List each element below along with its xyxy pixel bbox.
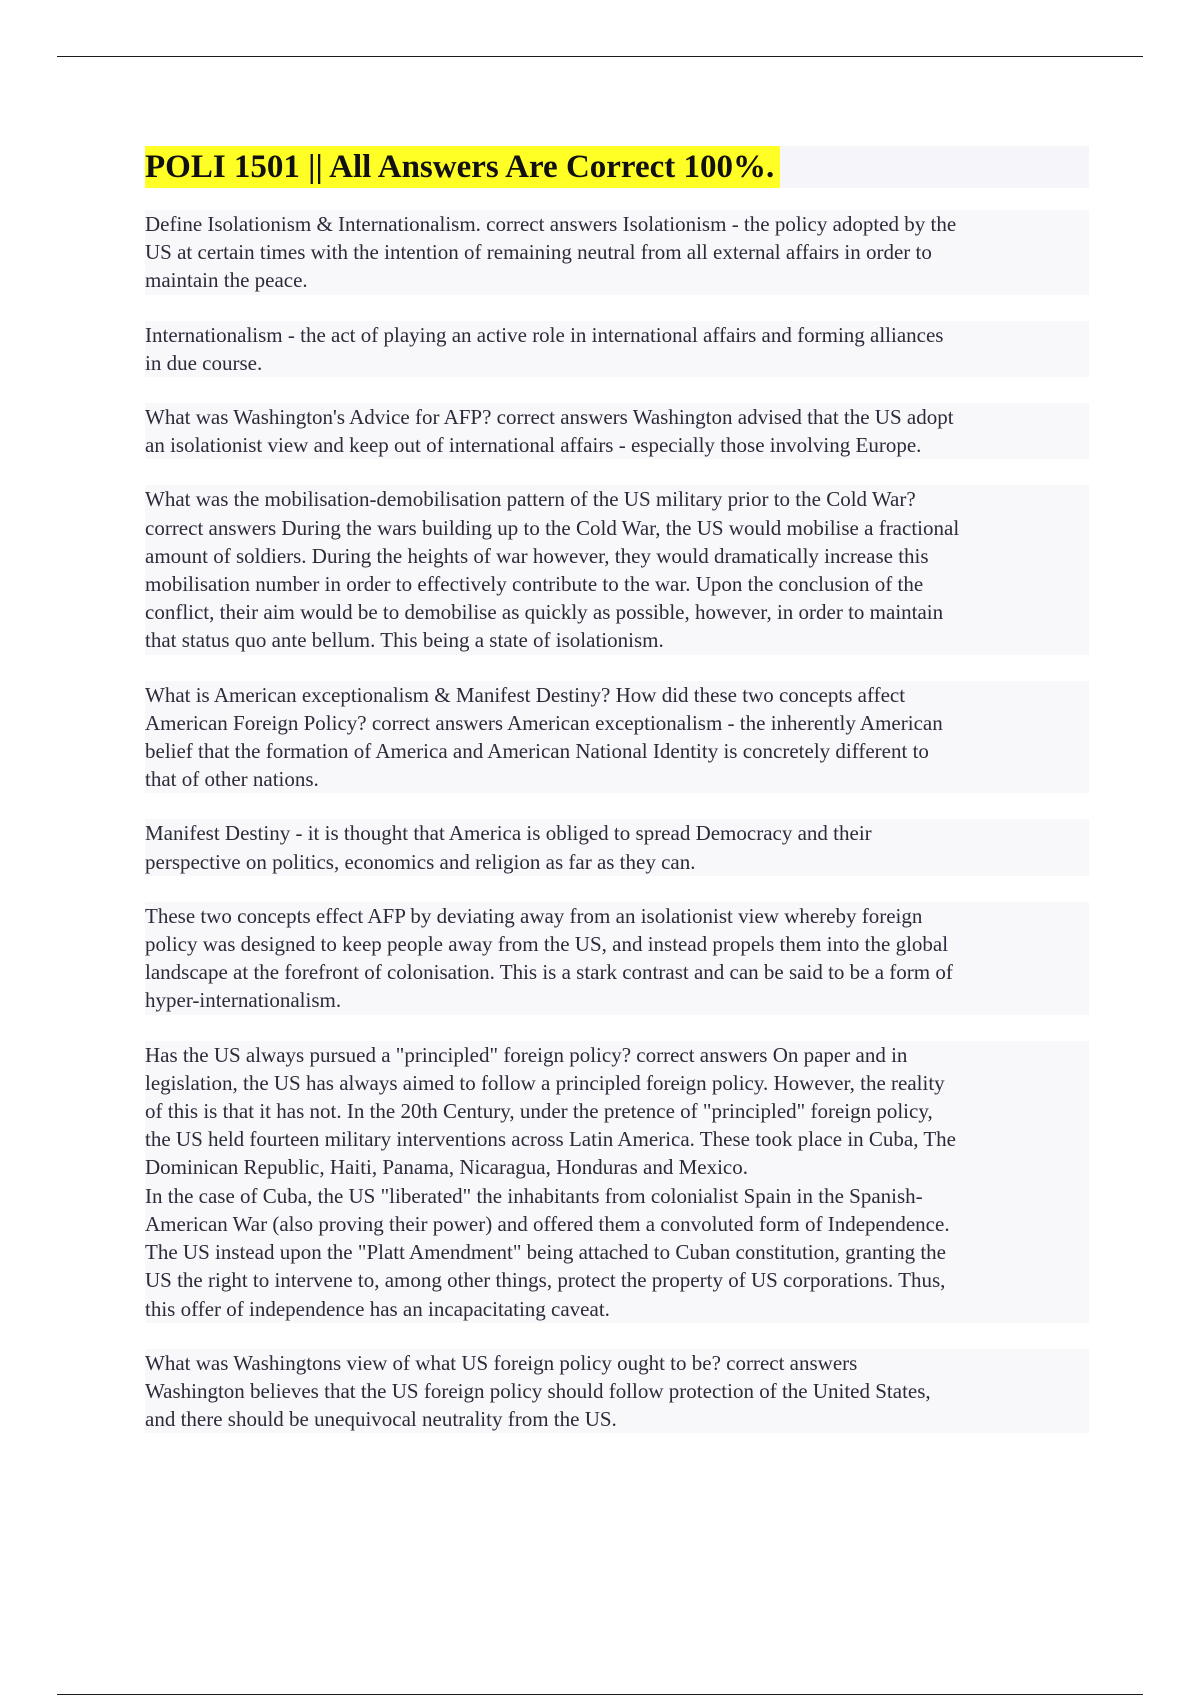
- document-body: [145, 146, 1089, 1459]
- paragraph-washington-view: What was Washingtons view of what US foreign policy ought to be? correct answers Washington believes that the US foreign policy should follow protection of the United States, and there should be unequivocal neutrality from the US.: [145, 1349, 1089, 1434]
- title-band: [145, 146, 1089, 188]
- paragraph-washington-advice: What was Washington's Advice for AFP? correct answers Washington advised that the US adopt an isolationist view and keep out of international affairs - especially those involving Europe.: [145, 403, 1089, 459]
- paragraph-principled-policy: Has the US always pursued a "principled" foreign policy? correct answers On paper and in legislation, the US has always aimed to follow a principled foreign policy. However, the reality of this is that it has not. In the 20th Century, under the pretence of "principled" foreign policy, the US held fourteen military interventions across Latin America. These took place in Cuba, The Dominican Republic, Haiti, Panama, Nicaragua, Honduras and Mexico.: [145, 1041, 1089, 1182]
- bottom-rule: [57, 1694, 1143, 1695]
- paragraph-isolationism: Define Isolationism & Internationalism. correct answers Isolationism - the policy adopted by the US at certain times with the intention of remaining neutral from all external affairs in order to maintain the peace.: [145, 210, 1089, 295]
- paragraph-concepts-effect: These two concepts effect AFP by deviating away from an isolationist view whereby foreign policy was designed to keep people away from the US, and instead propels them into the global landscape at the forefront of colonisation. This is a stark contrast and can be said to be a form of hyper-internationalism.: [145, 902, 1089, 1015]
- paragraph-exceptionalism: What is American exceptionalism & Manifest Destiny? How did these two concepts affect American Foreign Policy? correct answers American exceptionalism - the inherently American belief that the formation of America and American National Identity is concretely different to that of other nations.: [145, 681, 1089, 794]
- paragraph-cuba: In the case of Cuba, the US "liberated" the inhabitants from colonialist Spain in the Spanish- American War (also proving their power) and offered them a convoluted form of Independence. The US instead upon the "Platt Amendment" being attached to Cuban constitution, granting the US the right to intervene to, among other things, protect the property of US corporations. Thus, this offer of independence has an incapacitating caveat.: [145, 1182, 1089, 1323]
- top-rule: [57, 56, 1143, 57]
- document-title: POLI 1501 || All Answers Are Correct 100%.: [145, 146, 780, 188]
- paragraph-internationalism: Internationalism - the act of playing an active role in international affairs and forming alliances in due course.: [145, 321, 1089, 377]
- paragraph-mobilisation: What was the mobilisation-demobilisation pattern of the US military prior to the Cold War? correct answers During the wars building up to the Cold War, the US would mobilise a fractional amount of soldiers. During the heights of war however, they would dramatically increase this mobilisation number in order to effectively contribute to the war. Upon the conclusion of the conflict, their aim would be to demobilise as quickly as possible, however, in order to maintain that status quo ante bellum. This being a state of isolationism.: [145, 485, 1089, 654]
- paragraph-manifest-destiny: Manifest Destiny - it is thought that America is obliged to spread Democracy and their perspective on politics, economics and religion as far as they can.: [145, 819, 1089, 875]
